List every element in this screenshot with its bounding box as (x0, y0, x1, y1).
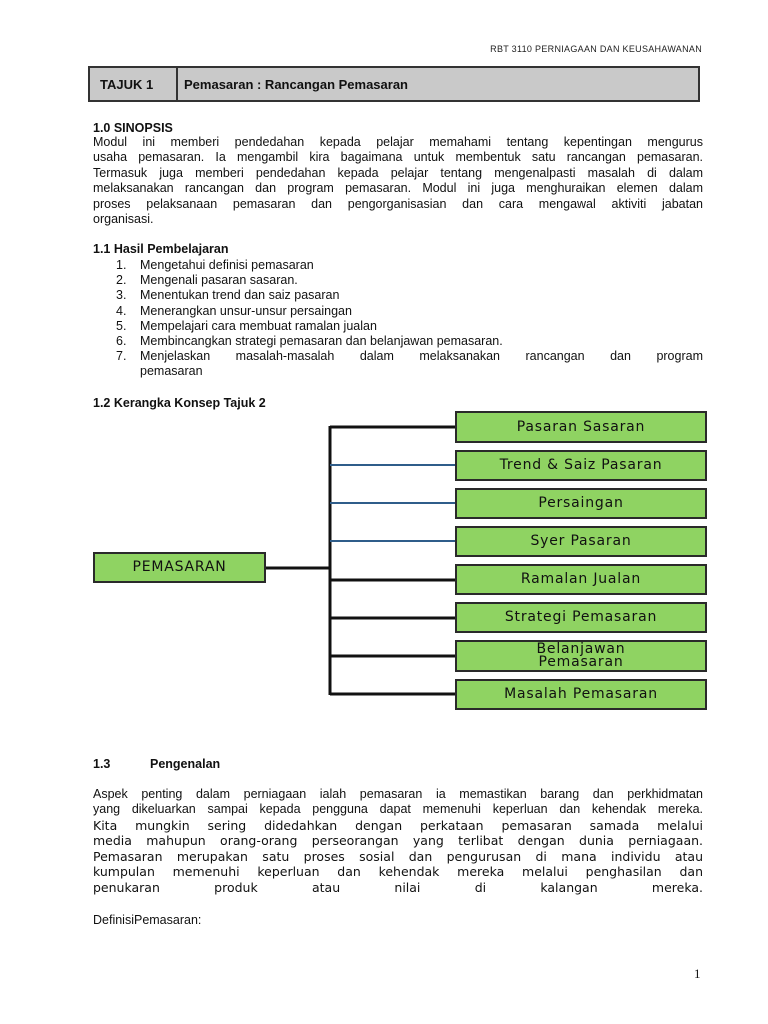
intro-heading: Pengenalan (150, 757, 221, 771)
item-number: 1. (116, 258, 127, 272)
intro-line: Kita mungkin sering didedahkan dengan perkataan pemasaran samada melalui (93, 818, 703, 833)
item-text: Menjelaskan masalah-masalah dalam melaksanakan rancangan dan program (140, 349, 703, 364)
branch-node: Ramalan Jualan (455, 564, 707, 595)
branch-node: Strategi Pemasaran (455, 602, 707, 633)
intro-line: Pemasaran merupakan satu proses sosial dan pengurusan di mana individu atau (93, 848, 703, 864)
item-text: Mempelajari cara membuat ramalan jualan (140, 318, 377, 333)
synopsis-line: Modul ini memberi pendedahan kepada pelajar memahami tentang kepentingan mengurus (93, 135, 703, 149)
topic-label: TAJUK 1 (100, 77, 154, 92)
intro-line: kumpulan memenuhi keperluan dan kehendak mereka melalui penghasilan dan (93, 864, 703, 880)
item-number: 4. (116, 303, 127, 318)
outcomes-heading: 1.1 Hasil Pembelajaran (93, 242, 229, 256)
synopsis-line: melaksanakan rancangan dan program pemasaran. Modul ini juga menghuraikan elemen dalam (93, 181, 703, 196)
intro-line: yang dikeluarkan sampai kepada pengguna dapat memenuhi keperluan dan kehendak mereka. (93, 802, 703, 817)
branch-node: Pasaran Sasaran (455, 411, 707, 443)
branch-node: Masalah Pemasaran (455, 679, 707, 710)
branch-node: Persaingan (455, 488, 707, 519)
framework-heading: 1.2 Kerangka Konsep Tajuk 2 (93, 396, 266, 410)
intro-line: penukaran produk atau nilai di kalangan mereka. (93, 879, 703, 895)
item-number: 3. (116, 288, 127, 303)
synopsis-line: usaha pemasaran. Ia mengambil kira bagaimana untuk membentuk satu rancangan pemasaran. (93, 150, 703, 165)
topic-title: Pemasaran : Rancangan Pemasaran (184, 77, 408, 92)
page-number: 1 (694, 966, 701, 981)
intro-number: 1.3 (93, 757, 111, 771)
synopsis-line: Termasuk juga memberi pendedahan kepada pelajar tentang mengenalpasti masalah di dalam (93, 165, 703, 180)
item-number: 5. (116, 318, 127, 333)
synopsis-heading: 1.0 SINOPSIS (93, 121, 173, 135)
synopsis-line: organisasi. (93, 212, 154, 227)
intro-paragraph (93, 787, 703, 818)
branch-node: Syer Pasaran (455, 526, 707, 557)
item-number: 7. (116, 349, 127, 364)
item-text: Menerangkan unsur-unsur persaingan (140, 303, 352, 318)
item-text: Menentukan trend dan saiz pasaran (140, 288, 340, 303)
item-number: 2. (116, 273, 127, 288)
item-text: Membincangkan strategi pemasaran dan belanjawan pemasaran. (140, 334, 503, 349)
item-number: 6. (116, 334, 127, 349)
branch-node: Belanjawan Pemasaran (455, 640, 707, 672)
synopsis-line: proses pelaksanaan pemasaran dan pengorganisasian dan cara mengawal aktiviti jabatan (93, 196, 703, 211)
intro-line: media mahupun orang-orang perseorangan yang terlibat dengan dunia perniagaan. (93, 833, 703, 849)
item-text: Mengetahui definisi pemasaran (140, 258, 314, 272)
intro-paragraph-cont (93, 818, 703, 895)
item-text-continued: pemasaran (140, 364, 203, 379)
intro-line: Aspek penting dalam perniagaan ialah pemasaran ia memastikan barang dan perkhidmatan (93, 787, 703, 801)
item-text: Mengenali pasaran sasaran. (140, 273, 298, 288)
branch-node: Trend & Saiz Pasaran (455, 450, 707, 481)
definition-label: DefinisiPemasaran: (93, 913, 202, 927)
course-header: RBT 3110 PERNIAGAAN DAN KEUSAHAWANAN (490, 44, 702, 54)
root-node: PEMASARAN (93, 552, 266, 583)
